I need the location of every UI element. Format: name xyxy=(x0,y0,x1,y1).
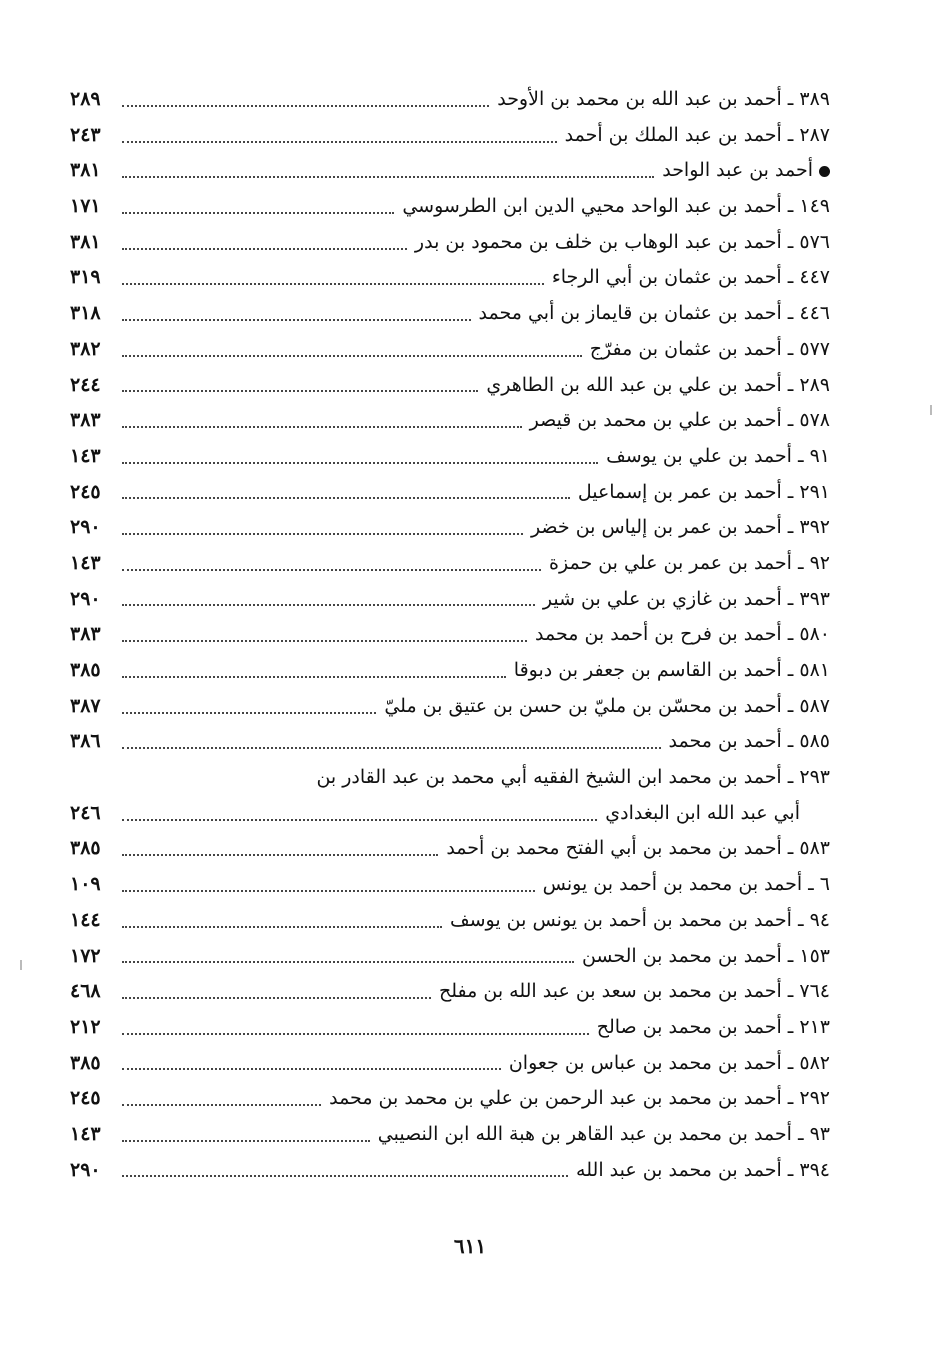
page-reference: ٢٨٩ xyxy=(70,88,101,110)
index-entry xyxy=(70,939,830,975)
page-reference: ٣١٩ xyxy=(70,266,101,289)
page-reference: ٣٨٥ xyxy=(70,1051,101,1074)
entry-label: ٣٨٩ ـ أحمد بن عبد الله بن محمد بن الأوحد xyxy=(497,88,830,110)
page-reference: ٣٨٣ xyxy=(70,409,101,432)
index-entry xyxy=(70,368,830,404)
entry-label: ٥٨٧ ـ أحمد بن محسّن بن مليّ بن حسن بن عتيق بن مليّ xyxy=(384,694,830,717)
entry-name xyxy=(450,903,830,939)
scan-speck xyxy=(930,405,932,415)
index-entry xyxy=(70,332,830,368)
entry-name xyxy=(582,939,830,975)
index-entry xyxy=(70,439,830,475)
entry-name xyxy=(316,760,830,796)
page-reference: ١٠٩ xyxy=(70,873,101,896)
entry-label: ٥٨٢ ـ أحمد بن محمد بن عباس بن جعوان xyxy=(508,1051,830,1074)
entry-name xyxy=(509,1046,830,1082)
dot-leader xyxy=(122,819,597,821)
entry-label: ٣٩٤ ـ أحمد بن محمد بن عبد الله xyxy=(576,1158,830,1181)
page-reference: ٢٤٦ xyxy=(70,801,101,824)
entry-label: ٢٨٩ ـ أحمد بن علي بن عبد الله بن الطاهري xyxy=(486,373,830,396)
entry-label: ١٤٩ ـ أحمد بن عبد الواحد محيي الدين ابن الطرسوسي xyxy=(402,195,830,218)
index-entry xyxy=(70,82,830,118)
page-reference: ٢٩٠ xyxy=(70,1158,101,1181)
entry-name xyxy=(446,831,830,867)
entry-label: ٥٧٦ ـ أحمد بن عبد الوهاب بن خلف بن محمود بن بدر xyxy=(414,230,830,253)
index-entry xyxy=(70,510,830,546)
index-entry xyxy=(70,617,830,653)
entry-name xyxy=(578,475,830,511)
entry-label: ٩٢ ـ أحمد بن عمر بن علي بن حمزة xyxy=(549,551,830,574)
page-reference: ١٤٤ xyxy=(70,908,101,931)
dot-leader xyxy=(122,105,489,107)
index-entry xyxy=(70,118,830,154)
dot-leader xyxy=(122,533,523,535)
index-entry xyxy=(70,225,830,261)
bullet-icon xyxy=(819,166,830,177)
index-entry xyxy=(70,1153,830,1189)
index-entry xyxy=(70,903,830,939)
page-reference: ٢٤٥ xyxy=(70,480,101,503)
entry-name xyxy=(565,118,830,154)
dot-leader xyxy=(122,997,431,999)
entry-label: ٥٨٥ ـ أحمد بن محمد xyxy=(668,730,830,753)
index-entry xyxy=(70,974,830,1010)
entry-name xyxy=(415,225,830,261)
dot-leader xyxy=(122,1033,589,1035)
entry-label: ٤٤٧ ـ أحمد بن عثمان بن أبي الرجاء xyxy=(551,266,830,289)
page-reference: ١٧١ xyxy=(70,195,101,218)
dot-leader xyxy=(122,1175,568,1177)
entry-name xyxy=(497,82,830,118)
page-reference: ٣٨٧ xyxy=(70,694,101,717)
entry-name xyxy=(669,724,830,760)
entry-name xyxy=(402,189,830,225)
entry-name xyxy=(530,403,830,439)
entry-label: ٥٧٧ ـ أحمد بن عثمان بن مفرّج xyxy=(589,337,830,360)
dot-leader xyxy=(122,604,535,606)
dot-leader xyxy=(122,1140,370,1142)
dot-leader xyxy=(122,961,574,963)
entry-label: ٩٤ ـ أحمد بن محمد بن أحمد بن يونس بن يوسف xyxy=(449,908,830,931)
page-reference: ١٤٣ xyxy=(70,551,101,574)
page-reference: ٢٤٥ xyxy=(70,1087,101,1110)
page-reference: ٣٨١ xyxy=(70,230,101,253)
entry-name xyxy=(535,617,830,653)
entry-label: ٥٧٨ ـ أحمد بن علي بن محمد بن قيصر xyxy=(529,409,830,432)
dot-leader xyxy=(122,390,478,392)
entry-name xyxy=(543,867,830,903)
page-reference: ٣٨٦ xyxy=(70,730,101,753)
dot-leader xyxy=(122,248,407,250)
page-reference: ١٤٣ xyxy=(70,444,101,467)
dot-leader xyxy=(122,890,535,892)
index-entry xyxy=(70,153,830,189)
dot-leader xyxy=(122,212,394,214)
dot-leader xyxy=(122,462,598,464)
entry-name xyxy=(606,439,830,475)
index-entry xyxy=(70,831,830,867)
entry-name xyxy=(552,260,830,296)
page-reference: ٢٤٤ xyxy=(70,373,101,396)
index-entry xyxy=(70,760,830,796)
index-entry xyxy=(70,582,830,618)
entry-name xyxy=(590,332,830,368)
dot-leader xyxy=(122,676,506,678)
index-entry xyxy=(70,546,830,582)
index-list xyxy=(70,82,830,1188)
index-entry xyxy=(70,653,830,689)
dot-leader xyxy=(122,497,570,499)
entry-name xyxy=(597,1010,830,1046)
entry-label: ٥٨٠ ـ أحمد بن فرح بن أحمد بن محمد xyxy=(535,623,830,646)
entry-label: أبي عبد الله ابن البغدادي xyxy=(605,801,800,824)
entry-name xyxy=(531,510,830,546)
dot-leader xyxy=(122,141,557,143)
entry-name xyxy=(662,153,830,189)
index-entry xyxy=(70,296,830,332)
dot-leader xyxy=(122,319,471,321)
entry-name xyxy=(543,582,830,618)
entry-name xyxy=(576,1153,830,1189)
entry-label: ٥٨٣ ـ أحمد بن محمد بن أبي الفتح محمد بن أحمد xyxy=(446,837,830,860)
index-entry xyxy=(70,689,830,725)
dot-leader xyxy=(122,569,541,571)
page-reference: ١٤٣ xyxy=(70,1122,101,1145)
index-entry xyxy=(70,1010,830,1046)
index-entry xyxy=(70,1081,830,1117)
entry-name xyxy=(479,296,831,332)
entry-label: ٩١ ـ أحمد بن علي بن يوسف xyxy=(606,444,830,467)
index-entry xyxy=(70,260,830,296)
entry-label: ٧٦٤ ـ أحمد بن محمد بن سعد بن عبد الله بن مفلح xyxy=(438,980,830,1003)
dot-leader xyxy=(122,355,582,357)
entry-label: ٦ ـ أحمد بن محمد بن أحمد بن يونس xyxy=(542,873,830,896)
page-reference: ٢٤٣ xyxy=(70,123,101,146)
index-entry xyxy=(70,724,830,760)
page-number: ٦١١ xyxy=(453,1234,487,1258)
index-entry xyxy=(70,189,830,225)
dot-leader xyxy=(122,176,654,178)
entry-label: ٥٨١ ـ أحمد بن القاسم بن جعفر بن دبوقا xyxy=(513,659,830,681)
entry-name xyxy=(378,1117,830,1153)
entry-label: ٢١٣ ـ أحمد بن محمد بن صالح xyxy=(596,1015,830,1038)
entry-label: ٢٩٣ ـ أحمد بن محمد ابن الشيخ الفقيه أبي محمد بن عبد القادر بن xyxy=(316,766,830,789)
entry-label: ٩٣ ـ أحمد بن محمد بن عبد القاهر بن هبة الله ابن النصيبي xyxy=(377,1122,830,1145)
page-reference: ٢١٢ xyxy=(70,1015,101,1038)
entry-label: ٢٨٧ ـ أحمد بن عبد الملك بن أحمد xyxy=(564,123,830,146)
entry-name xyxy=(329,1081,830,1117)
entry-name xyxy=(439,974,830,1010)
dot-leader xyxy=(122,712,376,714)
dot-leader xyxy=(122,1104,321,1106)
entry-name xyxy=(384,689,830,725)
dot-leader xyxy=(122,747,661,749)
entry-name xyxy=(549,546,830,582)
page-reference: ٣٨٥ xyxy=(70,837,101,860)
index-entry xyxy=(70,403,830,439)
page-reference: ٣٨٢ xyxy=(70,337,101,360)
dot-leader xyxy=(122,426,522,428)
entry-label: ١٥٣ ـ أحمد بن محمد بن الحسن xyxy=(581,944,830,967)
entry-label: ٢٩٢ ـ أحمد بن محمد بن عبد الرحمن بن علي بن محمد بن محمد xyxy=(329,1087,830,1110)
page-reference: ١٧٢ xyxy=(70,944,101,967)
page-reference: ٢٩٠ xyxy=(70,587,101,610)
page-reference: ٢٩٠ xyxy=(70,516,101,539)
index-entry-continuation xyxy=(70,796,830,832)
index-entry xyxy=(70,1046,830,1082)
dot-leader xyxy=(122,1068,501,1070)
index-entry xyxy=(70,867,830,903)
dot-leader xyxy=(122,926,442,928)
entry-label: ٤٤٦ ـ أحمد بن عثمان بن قايماز بن أبي محمد xyxy=(478,302,830,325)
page-reference: ٣٨١ xyxy=(70,159,101,182)
entry-label: ٣٩٣ ـ أحمد بن غازي بن علي بن شير xyxy=(542,587,830,610)
entry-name xyxy=(486,368,830,404)
dot-leader xyxy=(122,283,544,285)
dot-leader xyxy=(122,640,527,642)
page-reference: ٣٨٣ xyxy=(70,623,101,646)
page-reference: ٣٨٥ xyxy=(70,659,101,681)
entry-name xyxy=(514,653,830,689)
entry-name xyxy=(605,796,830,832)
entry-label: ٣٩٢ ـ أحمد بن عمر بن إلياس بن خضر xyxy=(530,516,830,539)
dot-leader xyxy=(122,854,438,856)
entry-label: أحمد بن عبد الواحد xyxy=(662,159,813,182)
entry-label: ٢٩١ ـ أحمد بن عمر بن إسماعيل xyxy=(577,480,830,503)
scan-speck xyxy=(20,960,22,970)
index-entry xyxy=(70,475,830,511)
page-reference: ٤٦٨ xyxy=(70,980,101,1003)
index-entry xyxy=(70,1117,830,1153)
page-reference: ٣١٨ xyxy=(70,302,101,325)
